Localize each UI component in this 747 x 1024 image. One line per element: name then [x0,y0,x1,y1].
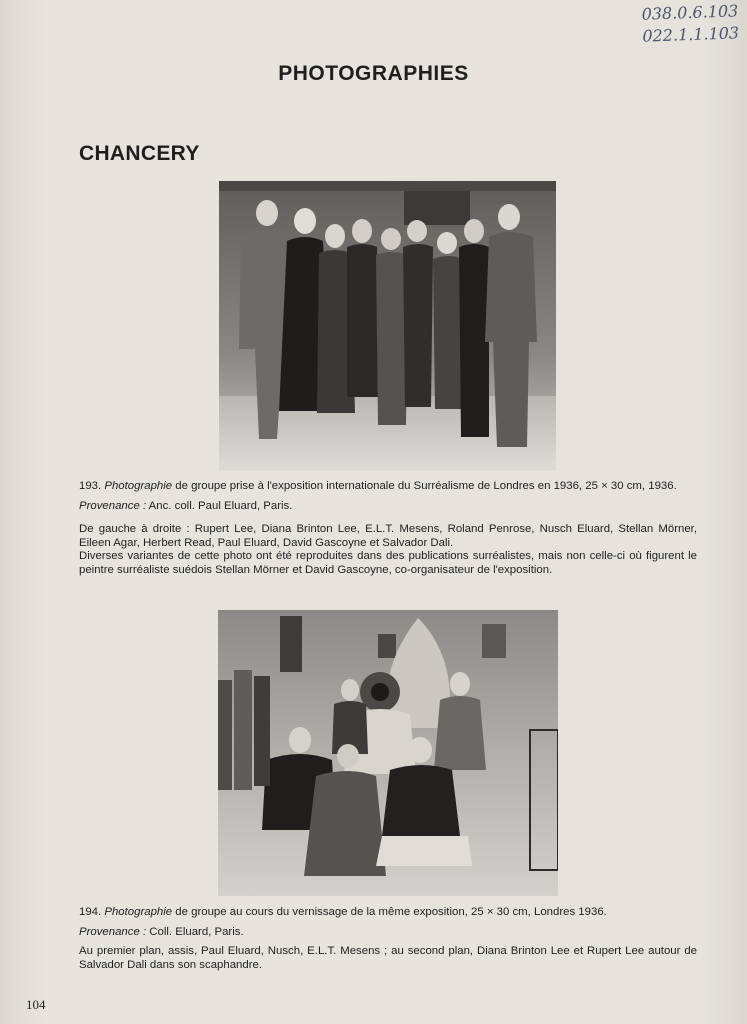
caption-194-description-1: Au premier plan, assis, Paul Eluard, Nusch, E.L.T. Mesens ; au second plan, Diana Brinton Lee et Rupert Lee autour de Salvador Dali dans son scaphandre. [79,945,697,971]
page-number: 104 [26,997,46,1012]
provenance-label: Provenance : [79,925,147,938]
provenance-text: Anc. coll. Paul Eluard, Paris. [148,499,293,512]
caption-193-description-1: De gauche à droite : Rupert Lee, Diana Brinton Lee, E.L.T. Mesens, Roland Penrose, Nusch Eluard, Stellan Mörner, Eileen Agar, Herbert Read, Paul Eluard, David Gascoyne et Salvador Dali. [79,523,697,549]
entry-type: Photographie [104,480,173,492]
caption-193-title [79,480,697,494]
entry-number: 194. [79,906,102,918]
caption-193-provenance [79,500,697,514]
archive-note-line-2: 022.1.1.103 [642,23,740,46]
entry-title: de groupe prise à l'exposition internationale du Surréalisme de Londres en 1936, 25 × 30 cm, 1936. [175,480,677,492]
entry-type: Photographie [104,906,173,918]
provenance-label: Provenance : [79,499,147,512]
caption-194-provenance [79,926,697,940]
caption-193 [79,480,697,577]
section-title: CHANCERY [79,142,200,165]
group-photo-194 [218,610,558,896]
archive-note-line-1: 038.0.6.103 [641,1,739,24]
provenance-text: Coll. Eluard, Paris. [149,925,244,938]
handwritten-archive-note [642,0,740,47]
photo-194-illustration [218,610,558,896]
entry-number: 193. [79,480,102,492]
group-photo-193 [219,181,556,471]
page-title: PHOTOGRAPHIES [278,62,469,85]
photo-193-illustration [219,181,556,471]
caption-194-title [79,906,697,920]
entry-title: de groupe au cours du vernissage de la même exposition, 25 × 30 cm, Londres 1936. [175,906,607,918]
caption-194 [79,906,697,972]
caption-193-description-2: Diverses variantes de cette photo ont été reproduites dans des publications surréalistes, mais non celle-ci où figurent le peintre surréaliste suédois Stellan Mörner et David Gascoyne, co-organisateur de l'exposition. [79,550,697,576]
